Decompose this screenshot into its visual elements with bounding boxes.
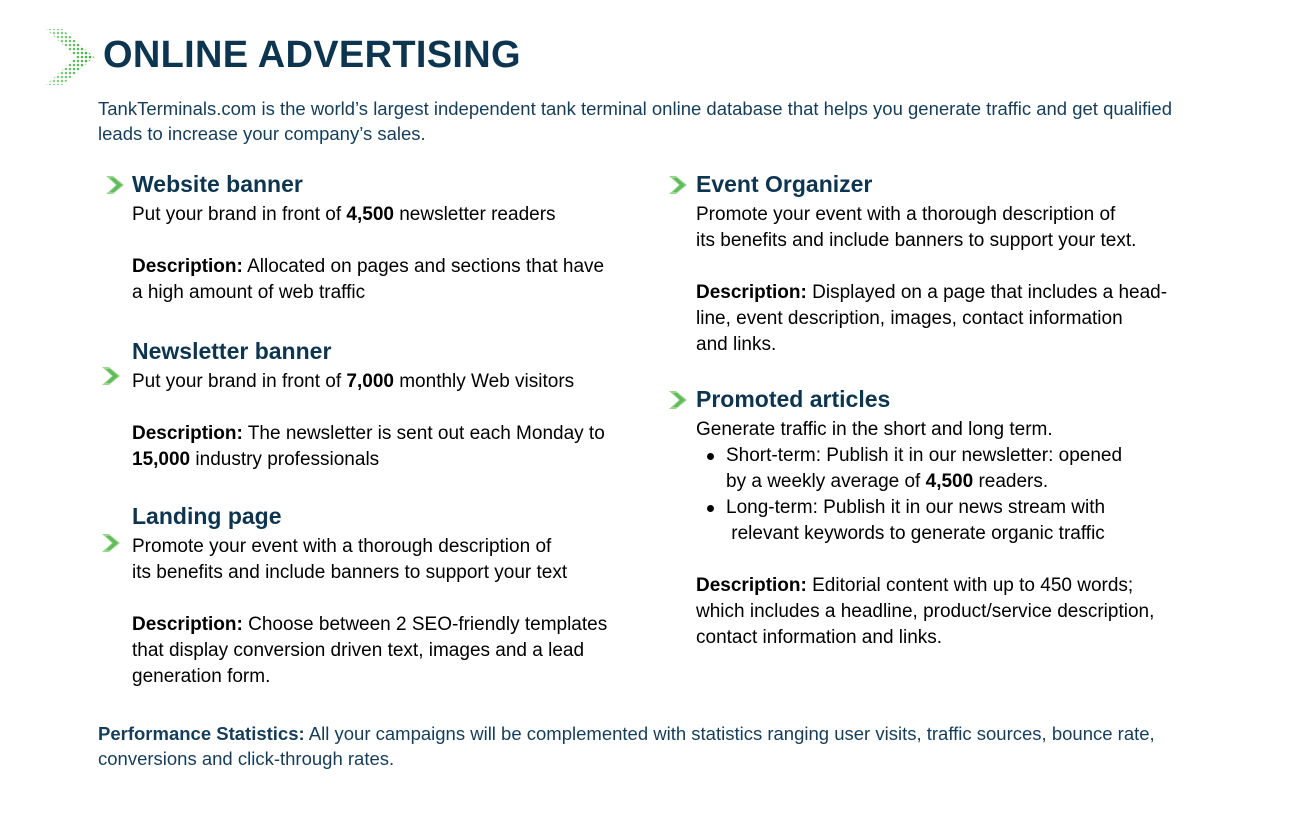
website-banner-section <box>132 170 604 306</box>
readers-count: 4,500 <box>346 204 394 225</box>
website-banner-title: Website banner <box>132 171 303 197</box>
description-label: Description: <box>696 575 807 596</box>
text-segment: Put your brand in front of <box>132 371 347 392</box>
visitors-count: 7,000 <box>346 371 394 392</box>
text-segment: Long-term: Publish it in our news stream with <box>726 497 1106 518</box>
description-label: Description: <box>132 256 243 277</box>
event-organizer-description-line: and links. <box>696 334 777 355</box>
text-segment: Allocated on pages and sections that have <box>242 256 605 277</box>
description-label: Description: <box>696 282 807 303</box>
green-chevron-logo-icon <box>44 27 96 87</box>
readers-count: 4,500 <box>925 471 974 492</box>
promoted-articles-description-line: contact information and links. <box>696 627 943 648</box>
text-segment: Short-term: Publish it in our newsletter: opened <box>726 445 1123 466</box>
promoted-articles-description <box>696 573 1154 599</box>
text-segment: monthly Web visitors <box>393 371 575 392</box>
text-segment: Put your brand in front of <box>132 204 347 225</box>
landing-page-description-line: generation form. <box>132 666 271 687</box>
text-segment: relevant keywords to generate organic traffic <box>726 523 1105 544</box>
bullet-dot-icon <box>707 453 714 460</box>
chevron-right-icon <box>667 390 689 410</box>
text-segment: readers. <box>973 471 1049 492</box>
landing-page-description <box>132 612 607 638</box>
newsletter-banner-title: Newsletter banner <box>132 338 332 364</box>
description-label: Description: <box>132 423 243 444</box>
promoted-articles-section <box>696 385 1154 651</box>
intro-text: TankTerminals.com is the world’s largest independent tank terminal online database that helps you generate traffic and get qualified leads to increase your company’s sales. <box>98 98 1172 144</box>
text-segment: industry professionals <box>190 449 380 470</box>
event-organizer-line: Promote your event with a thorough description of <box>696 204 1116 225</box>
newsletter-banner-line <box>132 369 605 395</box>
promoted-articles-title: Promoted articles <box>696 386 891 412</box>
landing-page-section <box>132 502 607 690</box>
performance-statistics-note <box>98 721 1178 771</box>
promoted-articles-line: Generate traffic in the short and long term. <box>696 419 1053 440</box>
newsletter-banner-description <box>132 421 605 447</box>
landing-page-title: Landing page <box>132 503 282 529</box>
text-segment: newsletter readers <box>393 204 556 225</box>
newsletter-banner-section <box>132 337 605 473</box>
text-segment: Choose between 2 SEO-friendly templates <box>242 614 608 635</box>
newsletter-banner-description-line <box>132 447 605 473</box>
landing-page-line: its benefits and include banners to support your text <box>132 562 568 583</box>
promoted-articles-list <box>696 443 1154 547</box>
event-organizer-line: its benefits and include banners to support your text. <box>696 230 1137 251</box>
website-banner-description <box>132 254 604 280</box>
event-organizer-section <box>696 170 1167 358</box>
page-title: ONLINE ADVERTISING <box>103 34 521 76</box>
bullet-dot-icon <box>707 505 714 512</box>
chevron-right-icon <box>100 366 122 386</box>
event-organizer-description <box>696 280 1167 306</box>
event-organizer-description-line: line, event description, images, contact information <box>696 308 1123 329</box>
text-segment: Editorial content with up to 450 words; <box>806 575 1134 596</box>
list-item <box>696 495 1154 547</box>
landing-page-line: Promote your event with a thorough description of <box>132 536 552 557</box>
chevron-right-icon <box>104 175 126 195</box>
text-segment: by a weekly average of <box>726 471 926 492</box>
list-item <box>696 443 1154 495</box>
performance-statistics-text: All your campaigns will be complemented with statistics ranging user visits, traffic sources, bounce rate, conversions and click-through rates. <box>98 723 1155 769</box>
chevron-right-icon <box>100 533 122 553</box>
chevron-right-icon <box>667 175 689 195</box>
website-banner-line <box>132 202 604 228</box>
description-label: Description: <box>132 614 243 635</box>
event-organizer-title: Event Organizer <box>696 171 873 197</box>
performance-statistics-label: Performance Statistics: <box>98 723 305 744</box>
text-segment: The newsletter is sent out each Monday to <box>242 423 605 444</box>
landing-page-description-line: that display conversion driven text, images and a lead <box>132 640 585 661</box>
text-segment: Displayed on a page that includes a head- <box>806 282 1168 303</box>
website-banner-description-line: a high amount of web traffic <box>132 282 366 303</box>
professionals-count: 15,000 <box>132 449 191 470</box>
promoted-articles-description-line: which includes a headline, product/service description, <box>696 601 1155 622</box>
